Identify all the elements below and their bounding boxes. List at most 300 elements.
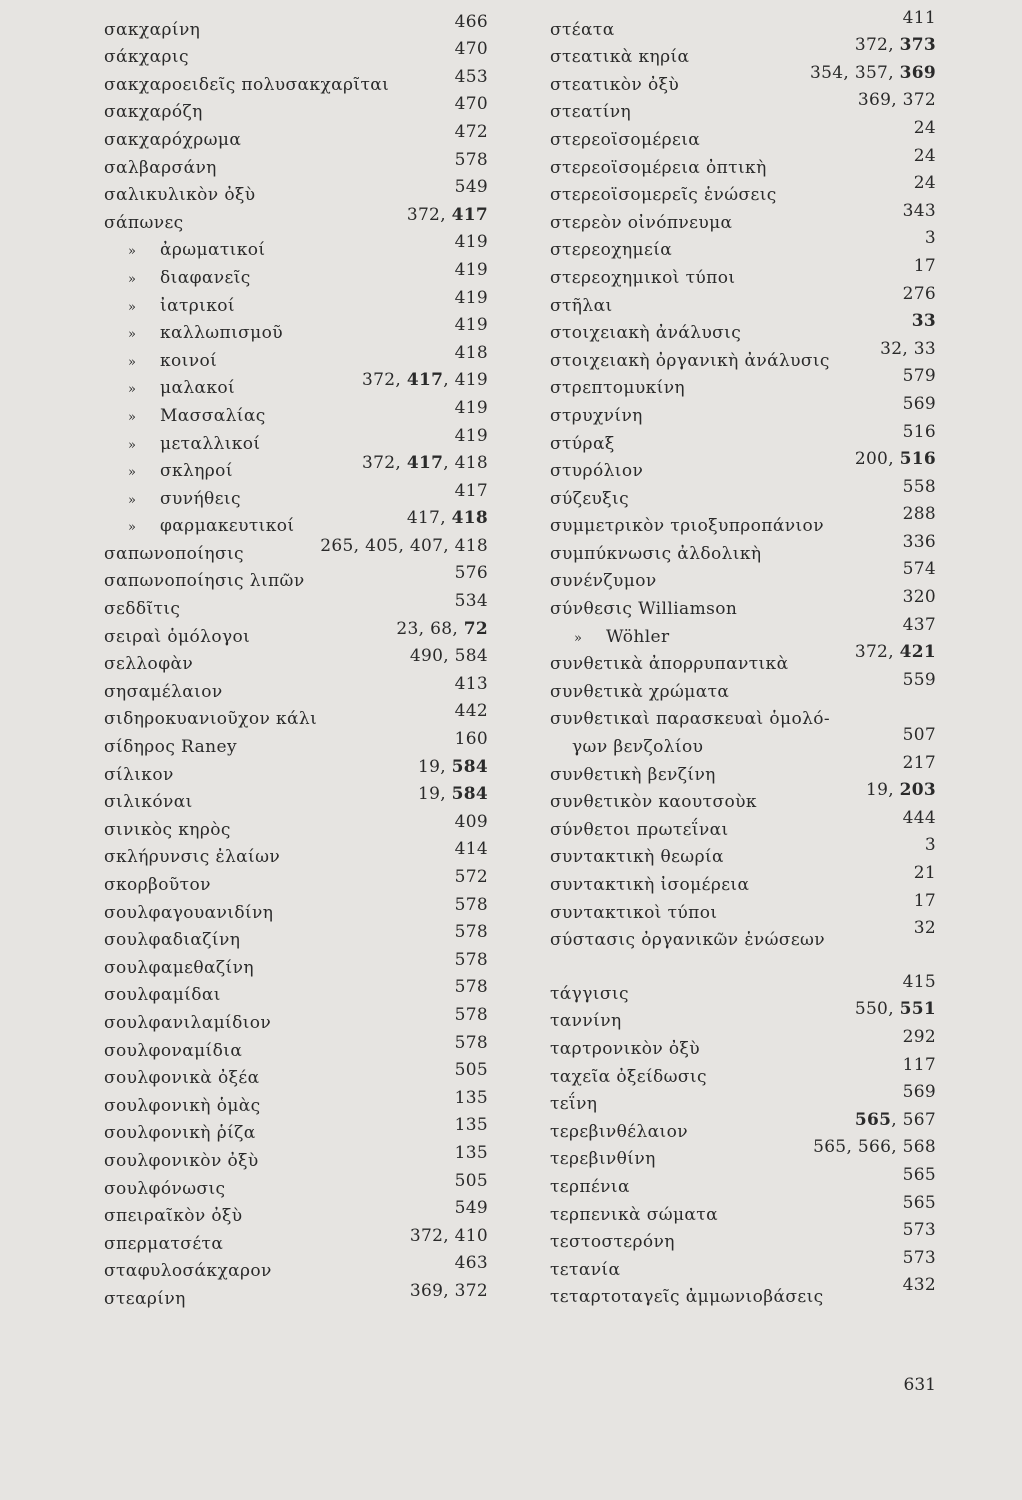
index-term [104, 985, 221, 1005]
page-ref: 418 [451, 508, 488, 529]
index-entry [104, 315, 488, 346]
index-term-text: σύζευξις [550, 488, 630, 509]
index-term-text: στερεοϊσομερεῖς ἑνώσεις [550, 185, 777, 206]
page-refs [455, 94, 488, 114]
index-term-text: τεΐνη [550, 1094, 598, 1115]
index-column-left [104, 11, 488, 1311]
index-term-text: συμπύκνωσις ἀλδολικὴ [550, 543, 762, 564]
index-term [104, 792, 193, 812]
index-entry [550, 725, 936, 759]
page-ref: 354 [810, 62, 844, 83]
index-term-text: σακχαροειδεῖς πολυσακχαρῖται [104, 74, 390, 95]
page-refs [914, 118, 936, 138]
index-term [550, 351, 830, 371]
page-refs: 354, 357, 369 [810, 62, 936, 83]
index-entry [104, 39, 488, 70]
page-ref: 569 [902, 393, 936, 414]
index-term [550, 461, 643, 481]
index-term [104, 20, 200, 40]
index-term [104, 847, 280, 867]
page-refs: 372, 410 [409, 1225, 488, 1246]
page-refs [455, 39, 488, 59]
index-term-text: σιλικόναι [104, 792, 193, 813]
index-entry [104, 811, 488, 842]
index-term [550, 1177, 630, 1197]
index-term-text: σπειραῖκὸν ὀξὺ [104, 1206, 243, 1227]
page-ref: 373 [899, 35, 936, 56]
index-term-text: σαλικυλικὸν ὀξὺ [104, 185, 256, 206]
index-term [550, 765, 716, 785]
page-ref: 453 [454, 66, 488, 87]
index-term [104, 1234, 223, 1254]
page-refs [903, 615, 936, 635]
index-term-text: σπερματσέτα [104, 1233, 224, 1254]
index-term-text: τερεβινθίνη [550, 1149, 656, 1170]
index-term [550, 903, 717, 923]
index-term-text: σουλφονικὰ ὀξέα [104, 1068, 260, 1089]
page-ref: 372 [854, 642, 889, 663]
page-refs [903, 394, 936, 414]
index-entry [104, 508, 488, 539]
page-ref: 574 [902, 559, 936, 580]
page-ref: 567 [902, 1109, 936, 1130]
index-entry [550, 807, 936, 842]
page-ref: 442 [454, 701, 488, 722]
index-entry [104, 425, 488, 456]
index-term [550, 654, 788, 674]
index-entry [104, 894, 488, 925]
index-entry [550, 1220, 936, 1255]
page-refs: 372, 417, 419 [362, 370, 488, 391]
page-refs: 417, 418 [406, 508, 488, 529]
page-ref: 417 [406, 508, 441, 529]
index-entry [104, 839, 488, 870]
page-refs [903, 753, 936, 773]
page-ref: 432 [902, 1275, 936, 1296]
index-entry [550, 642, 936, 677]
index-entry [104, 784, 488, 815]
page-ref: 320 [902, 587, 936, 608]
index-entry [104, 1087, 488, 1118]
index-term [104, 1289, 186, 1309]
index-term [104, 599, 180, 619]
page-ref: 19 [417, 756, 441, 777]
index-term [550, 75, 679, 95]
index-term-text: σκορβοῦτον [104, 875, 211, 895]
index-term [104, 213, 184, 233]
index-term [104, 1261, 272, 1281]
page-ref: 135 [454, 1115, 488, 1136]
index-term [550, 130, 700, 150]
index-term-text: συνθετικὰ χρώματα [550, 681, 730, 702]
page-ref: 417 [406, 370, 444, 391]
index-entry [550, 918, 936, 953]
page-ref: 24 [913, 173, 936, 194]
page-ref: 569 [902, 1082, 936, 1103]
index-entry [104, 1115, 488, 1146]
page-refs [914, 256, 936, 276]
index-term-text: συνθετικὰ ἀπορρυπαντικὰ [550, 654, 789, 675]
page-ref: 470 [454, 94, 488, 115]
index-column-right [550, 7, 936, 1309]
index-entry [104, 1060, 488, 1091]
page-ref: 372 [854, 35, 889, 56]
index-term [550, 213, 732, 233]
page-ref: 372 [362, 453, 396, 474]
index-subterm [128, 406, 266, 426]
page-refs [455, 232, 488, 252]
page-refs: 550, 551 [854, 999, 936, 1020]
page-refs [903, 1165, 936, 1185]
page-ref: 3 [924, 228, 936, 249]
section-gap [550, 952, 936, 978]
page-ref: 410 [454, 1225, 488, 1246]
page-refs [455, 288, 488, 308]
index-entry [104, 1253, 488, 1284]
index-term [104, 682, 223, 702]
page-refs [455, 426, 488, 446]
index-term-text: σάπωνες [104, 212, 184, 233]
index-term [550, 47, 689, 67]
page-ref: 17 [913, 890, 936, 911]
index-term-text: σιδηροκυανιοῦχον κάλι [104, 709, 318, 730]
page-refs [455, 1088, 488, 1108]
index-entry [104, 1004, 488, 1035]
index-entry [550, 476, 936, 511]
index-term [550, 792, 757, 812]
page-refs [455, 867, 488, 887]
page-ref: 573 [902, 1220, 936, 1241]
page-refs [925, 835, 936, 855]
index-term-text: στεαρίνη [104, 1288, 186, 1309]
page-refs [455, 729, 488, 749]
page-ref: 33 [913, 338, 936, 359]
index-subterm [128, 240, 265, 260]
page-ref: 411 [902, 7, 936, 28]
page-ref: 135 [454, 1087, 488, 1108]
index-entry [104, 1170, 488, 1201]
page-ref: 578 [454, 1004, 488, 1025]
page-refs [903, 1055, 936, 1075]
page-ref: 573 [902, 1247, 936, 1268]
index-term-text: στύραξ [550, 433, 615, 454]
index-term [104, 1206, 243, 1226]
page-ref: 584 [451, 756, 488, 777]
index-term-text: τετανία [550, 1259, 621, 1280]
page-ref: 17 [913, 255, 936, 276]
page-ref: 19 [417, 784, 441, 805]
page-ref: 421 [899, 642, 936, 663]
index-entry [550, 1026, 936, 1061]
page-ref: 551 [899, 999, 936, 1020]
index-term [104, 820, 231, 840]
page-refs [903, 504, 936, 524]
index-term-text: σκλήρυνσις ἐλαίων [104, 847, 281, 868]
page-refs: 19, 584 [417, 784, 488, 805]
index-entry [550, 559, 936, 594]
page-ref: 437 [902, 614, 936, 635]
page-ref: 418 [454, 453, 488, 474]
index-term-text: σίλικον [104, 764, 174, 785]
page-ref: 566 [857, 1137, 892, 1158]
index-term-text: στέατα [550, 19, 615, 40]
index-term-text: τεστοστερόνη [550, 1232, 675, 1253]
index-term-text: σουλφανιλαμίδιον [104, 1012, 272, 1033]
page-ref: 579 [902, 366, 936, 387]
index-term-text: σύνθετοι πρωτεΐναι [550, 819, 729, 840]
index-term [550, 268, 735, 288]
index-term-text: συνθετικαὶ παρασκευαὶ ὁμολό- [550, 709, 831, 730]
index-term-text: σύνθεσις Williamson [550, 599, 738, 620]
index-term-text: ταρτρονικὸν ὀξὺ [550, 1038, 701, 1059]
index-entry [550, 780, 936, 815]
page-refs [455, 701, 488, 721]
page-ref: 578 [454, 894, 488, 915]
page-ref: 576 [454, 563, 488, 584]
index-entry [550, 704, 936, 732]
page-refs [455, 150, 488, 170]
page-ref: 23 [396, 618, 419, 639]
index-term [550, 516, 824, 536]
index-subterm [128, 268, 251, 288]
index-term [550, 240, 672, 260]
index-term-text: ταννίνη [550, 1011, 622, 1032]
index-term [550, 544, 762, 564]
page-ref: 372 [409, 1225, 444, 1246]
page-ref: 417 [454, 480, 488, 501]
index-term-text: στερεοχημικοὶ τύποι [550, 267, 736, 288]
index-entry [104, 593, 488, 621]
index-term-text: σουλφαδιαζίνη [104, 930, 241, 951]
ditto-mark: » [128, 382, 137, 398]
index-term-text: σουλφαμίδαι [104, 985, 221, 1006]
page-refs [903, 422, 936, 442]
page-ref: 276 [902, 283, 936, 304]
index-term-text: σταφυλοσάκχαρον [104, 1261, 272, 1282]
page-refs [455, 260, 488, 280]
page-ref: 357 [854, 62, 889, 83]
index-entry [104, 149, 488, 180]
page-refs [914, 146, 936, 166]
page-ref: 21 [913, 863, 936, 883]
page-ref: 135 [454, 1142, 488, 1163]
page-ref: 584 [454, 646, 488, 667]
page-ref: 372 [902, 90, 936, 111]
page-refs [903, 1193, 936, 1213]
index-term [550, 20, 615, 40]
index-term-text: Μασσαλίας [160, 405, 266, 426]
index-term [104, 958, 254, 978]
index-term [550, 1149, 656, 1169]
page-ref: 418 [454, 342, 488, 363]
index-term-text: στρυχνίνη [550, 405, 643, 426]
page-ref: 369 [857, 90, 892, 111]
index-term [572, 737, 703, 757]
index-entry [550, 173, 936, 208]
index-entry [550, 255, 936, 290]
index-term [104, 158, 217, 178]
ditto-mark: » [128, 244, 137, 260]
page-ref: 417 [406, 453, 444, 474]
index-term [104, 1096, 261, 1116]
page-ref: 292 [902, 1026, 936, 1047]
index-term-text: σαπωνοποίησις λιπῶν [104, 571, 305, 592]
index-term [104, 130, 241, 150]
page-ref: 549 [454, 177, 488, 198]
index-term [104, 654, 193, 674]
index-subterm [128, 378, 235, 398]
page-ref: 516 [902, 421, 936, 442]
page-refs [455, 1198, 488, 1218]
index-entry [104, 342, 488, 373]
index-entry [104, 232, 488, 263]
index-term-text: σάκχαρις [104, 47, 189, 68]
page-refs: 565, 566, 568 [813, 1137, 936, 1158]
page-refs [903, 808, 936, 828]
page-ref: 369 [409, 1280, 444, 1301]
index-term-text: συντακτικὴ θεωρία [550, 847, 724, 868]
index-term [550, 847, 724, 867]
index-entry [104, 977, 488, 1008]
index-entry [550, 504, 936, 539]
page-number: 631 [903, 1375, 936, 1395]
index-entry [550, 145, 936, 180]
index-term-text: στεατίνη [550, 102, 632, 123]
index-term-text: συνήθεις [160, 488, 241, 509]
ditto-mark: » [128, 492, 137, 508]
page-refs [455, 591, 488, 611]
index-entry [550, 1164, 936, 1199]
index-term-text: στεατικὰ κηρία [550, 47, 690, 68]
index-entry [104, 453, 488, 484]
ditto-mark: » [128, 409, 137, 425]
index-term [104, 102, 203, 122]
index-term-text: στῆλαι [550, 295, 613, 316]
page-refs [455, 398, 488, 418]
index-term-text: σουλφονικὴ ὁμὰς [104, 1095, 261, 1116]
index-term [550, 930, 825, 950]
index-entry [550, 393, 936, 428]
index-entry [104, 869, 488, 897]
index-term-text: τάγγισις [550, 983, 629, 1004]
index-entry [550, 1275, 936, 1310]
ditto-mark: » [128, 520, 137, 536]
index-entry [104, 673, 488, 704]
page-refs [455, 895, 488, 915]
index-entry [104, 731, 488, 759]
index-entry [550, 587, 936, 621]
index-entry [104, 922, 488, 953]
index-term-text: σκληροί [160, 461, 233, 482]
page-refs [903, 477, 936, 497]
page-ref: 415 [902, 971, 936, 992]
index-term-text: σίδηρος Raney [104, 737, 237, 758]
index-term [104, 47, 189, 67]
page-ref: 405 [365, 535, 399, 556]
index-entry [550, 117, 936, 152]
index-term [104, 185, 255, 205]
index-term [104, 709, 317, 729]
index-term [550, 158, 767, 178]
index-term-text: Wöhler [606, 626, 670, 647]
index-term-text: στρεπτομυκίνη [550, 378, 686, 399]
index-term-text: τερπένια [550, 1176, 630, 1197]
page-ref: 565 [813, 1137, 847, 1158]
page-refs [455, 1253, 488, 1273]
page-refs: 372, 417, 418 [362, 453, 488, 474]
page-ref: 559 [902, 669, 936, 690]
index-entry [550, 1054, 936, 1089]
index-term [550, 1011, 622, 1031]
page-ref: 217 [902, 752, 936, 773]
index-term-text: συνένζυμον [550, 571, 657, 592]
index-term-text: σουλφαμεθαζίνη [104, 957, 254, 978]
page-ref: 578 [454, 977, 488, 998]
index-entry [104, 177, 488, 208]
index-entry [104, 11, 488, 42]
index-term [550, 489, 629, 509]
index-term [550, 434, 615, 454]
index-entry [104, 1142, 488, 1173]
page-refs: 265, 405, 407, 418 [320, 535, 488, 556]
index-entry [550, 228, 936, 263]
index-term-text: ταχεῖα ὀξείδωσις [550, 1066, 707, 1087]
page-ref: 419 [454, 259, 488, 280]
index-term-text: φαρμακευτικοί [160, 516, 295, 537]
index-entry [550, 338, 936, 373]
index-subterm [574, 627, 670, 647]
index-term [550, 1260, 620, 1280]
index-term [550, 1205, 718, 1225]
page-refs [455, 812, 488, 832]
index-term-text: ἀρωματικοί [160, 240, 266, 261]
index-term [550, 820, 729, 840]
index-entry [104, 1198, 488, 1229]
page-refs [455, 563, 488, 583]
index-subterm [128, 296, 235, 316]
index-term-text: συντακτικοὶ τύποι [550, 902, 718, 923]
page-ref: 578 [454, 922, 488, 943]
page-refs [455, 1005, 488, 1025]
page-refs [903, 1027, 936, 1047]
index-term [550, 406, 643, 426]
page-ref: 505 [454, 1060, 488, 1081]
ditto-mark: » [128, 299, 137, 315]
index-term [550, 571, 657, 591]
index-term [550, 1039, 700, 1059]
page-refs: 369, 372 [857, 90, 936, 111]
index-term [550, 1067, 707, 1087]
index-subterm [128, 434, 260, 454]
page-refs [912, 311, 936, 331]
index-subterm [128, 351, 217, 371]
index-term [550, 1287, 824, 1307]
index-entry [104, 949, 488, 980]
index-entry [104, 646, 488, 677]
index-term [550, 682, 729, 702]
index-term [104, 930, 240, 950]
page-ref: 407 [409, 535, 444, 556]
page-ref: 472 [454, 121, 488, 142]
index-subterm [128, 516, 294, 536]
index-entry [104, 94, 488, 125]
page-ref: 32 [913, 918, 936, 939]
index-term-text: μαλακοί [160, 378, 236, 399]
page-refs [914, 863, 936, 883]
index-term [104, 1179, 225, 1199]
page-ref: 550 [854, 999, 889, 1020]
page-refs [903, 532, 936, 552]
